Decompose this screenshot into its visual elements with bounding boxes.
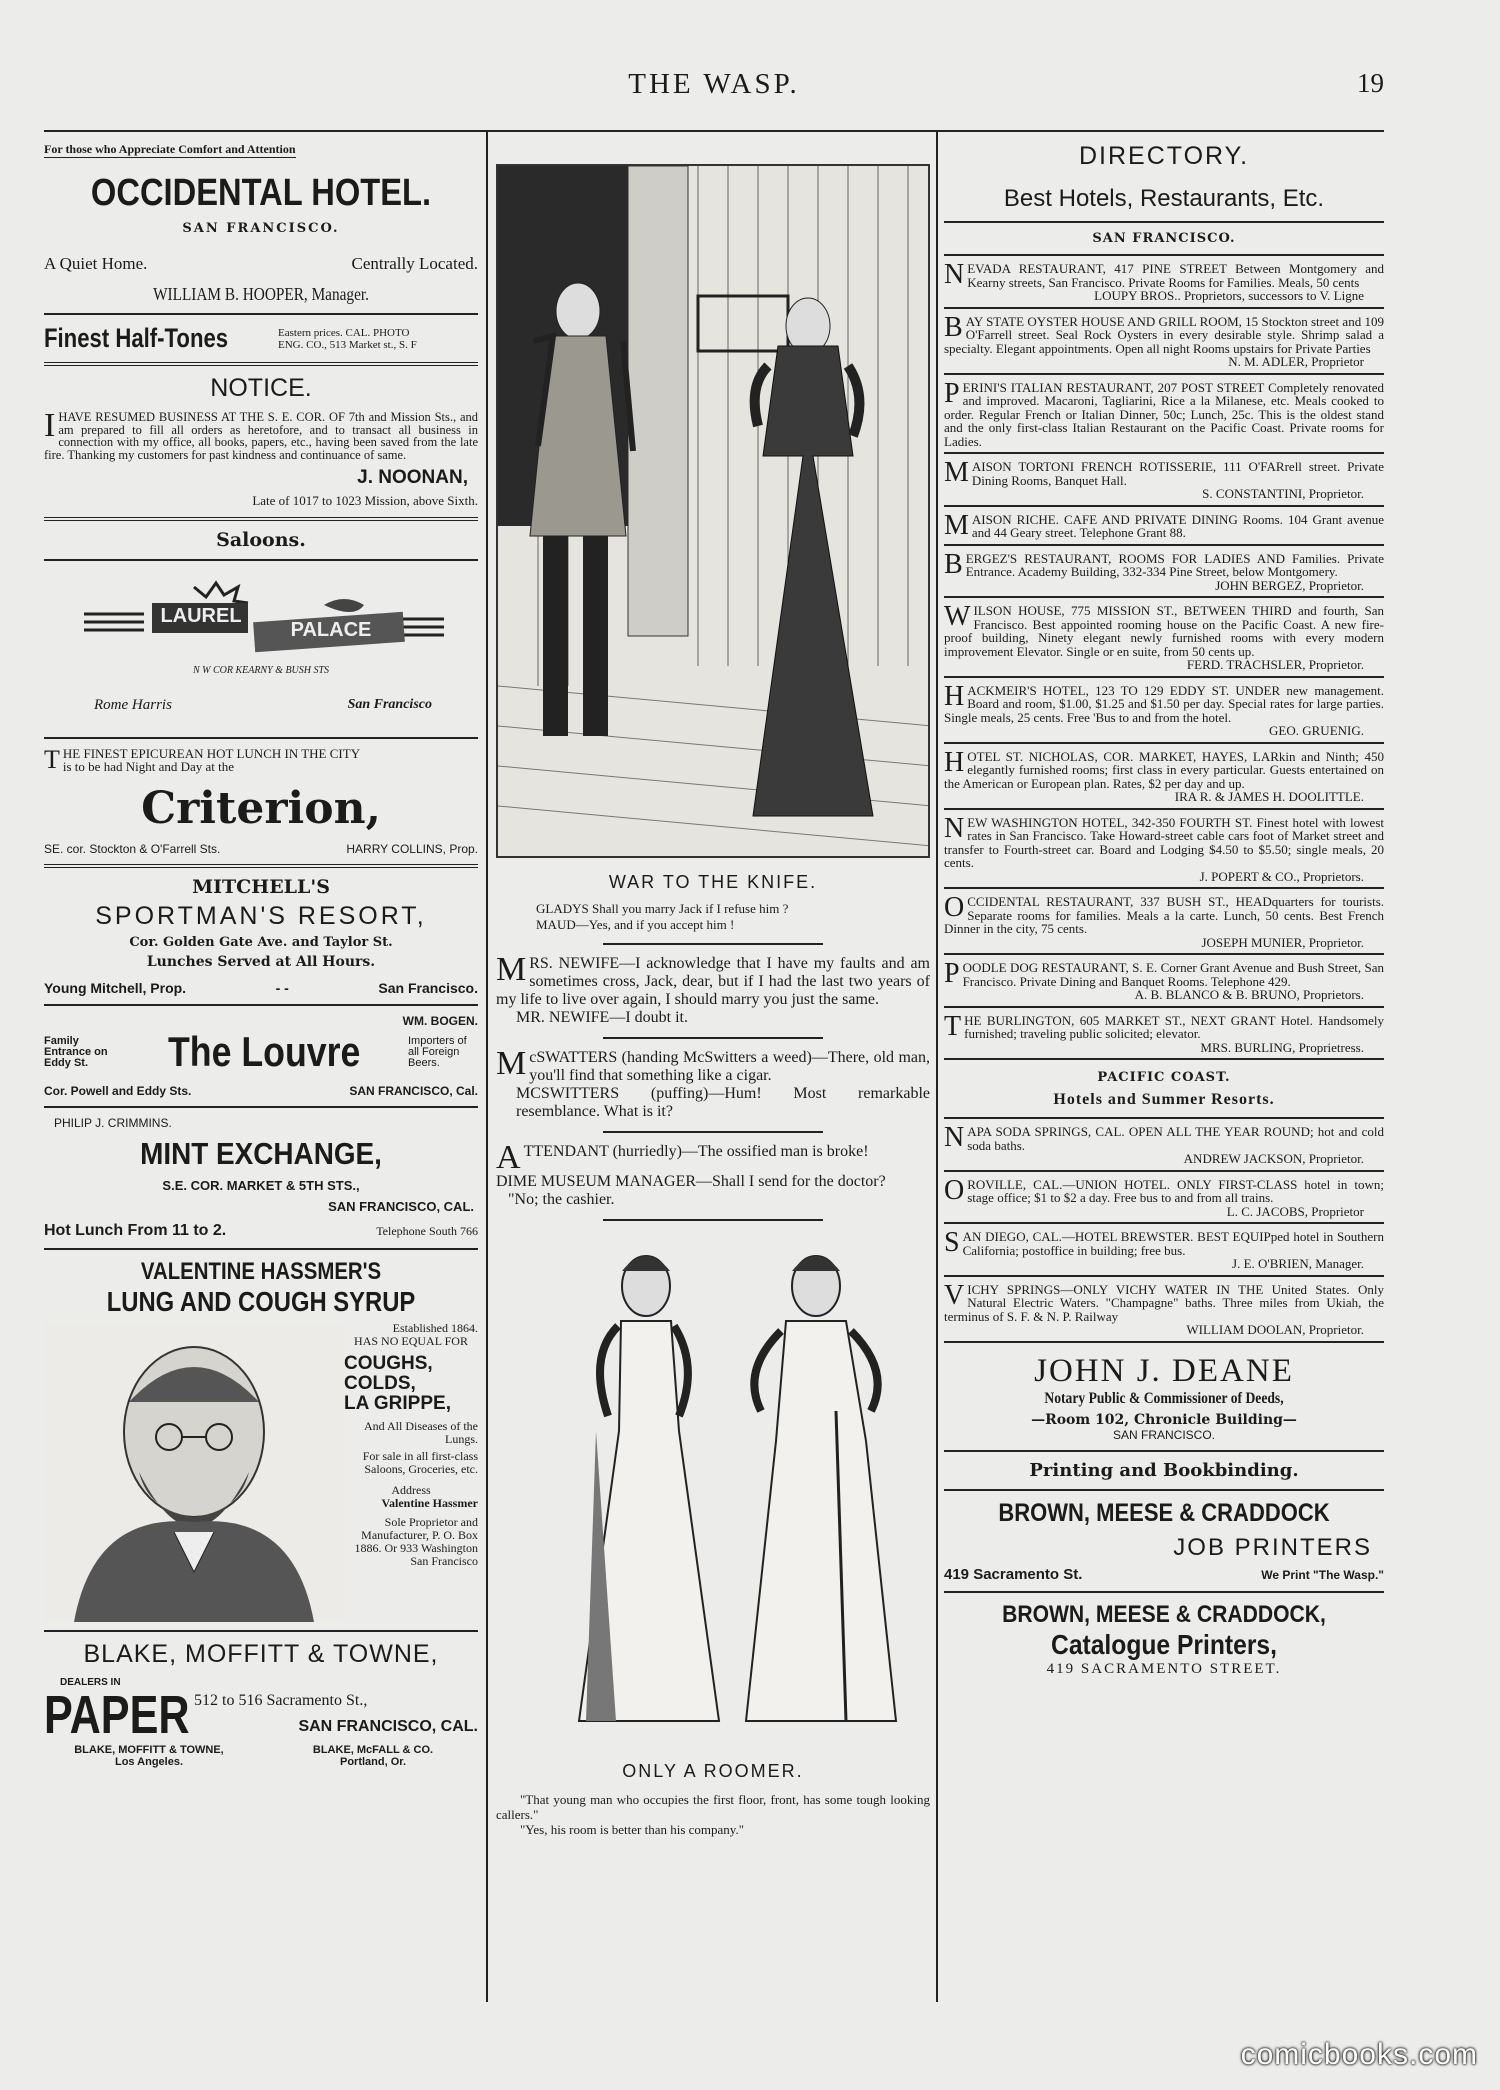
entry-dropcap: H xyxy=(944,746,965,778)
mint-city: SAN FRANCISCO, CAL. xyxy=(328,1199,474,1214)
entry-proprietor: LOUPY BROS.. Proprietors, successors to V. Ligne xyxy=(1094,288,1364,303)
entry-dropcap: N xyxy=(944,259,965,290)
notice-ad xyxy=(44,374,478,509)
cartoon-only-a-roomer xyxy=(496,1231,930,1761)
page-number: 19 xyxy=(1357,68,1384,98)
entry-dropcap: H xyxy=(944,680,965,712)
directory-entry xyxy=(944,744,1384,810)
entry-dropcap: B xyxy=(944,311,963,343)
joke3-reply2: "No; the cashier. xyxy=(508,1191,615,1208)
laurel-word: LAUREL xyxy=(160,605,242,627)
entry-dropcap: O xyxy=(944,892,965,923)
deane-city: SAN FRANCISCO. xyxy=(1112,1427,1215,1442)
entry-text: APA SODA SPRINGS, CAL. OPEN ALL THE YEAR ROUND; hot and cold soda baths. xyxy=(967,1124,1384,1153)
notice-body: HAVE RESUMED BUSINESS AT THE S. E. COR. OF 7th and Mission Sts., and am prepared to fill all orders as heretofore, and to transact all business in connection with my office, all books, papers, etc., having been saved from the late fire. Thanking my customers for past kindness and continuance of same. xyxy=(44,410,478,462)
right-column xyxy=(944,136,1384,1678)
bmc1-job: JOB PRINTERS xyxy=(1173,1533,1372,1561)
cartoon1-dialog2: MAUD—Yes, and if you accept him ! xyxy=(536,917,735,932)
ad-tagline: For those who Appreciate Comfort and Attention xyxy=(44,142,296,156)
entry-text: AISON TORTONI FRENCH ROTISSERIE, 111 O'FARrell street. Private Dining Rooms, Banquet Hall. xyxy=(971,459,1384,488)
entry-text: ACKMEIR'S HOTEL, 123 TO 129 EDDY ST. UNDER new management. Board and room, $1.00, $1.25 and $1.50 per day. Special rates for large parties. Single meals, 25 cents. Free 'Bus to and from the hotel. xyxy=(944,682,1384,725)
syrup-coughs: COUGHS, xyxy=(344,1353,433,1374)
syrup-sole: Sole Proprietor and Manufacturer, P. O. Box 1886. Or 933 Washington San Francisco xyxy=(354,1515,478,1568)
bmc1-name: BROWN, MEESE & CRADDOCK xyxy=(998,1498,1330,1527)
mitchell-resort: SPORTMAN'S RESORT, xyxy=(95,902,427,930)
laurel-signature-left: Rome Harris xyxy=(94,697,172,713)
bmc-job-printers-ad xyxy=(944,1499,1384,1583)
paper-branch2-city: Portland, Or. xyxy=(339,1756,406,1768)
printing-heading: Printing and Bookbinding. xyxy=(1029,1459,1299,1481)
resorts-heading: Hotels and Summer Resorts. xyxy=(1053,1091,1275,1108)
joke3-dropcap: A xyxy=(496,1139,521,1176)
louvre-city: SAN FRANCISCO, Cal. xyxy=(349,1084,478,1098)
directory-entry xyxy=(944,1172,1384,1225)
deane-room: —Room 102, Chronicle Building— xyxy=(1031,1411,1297,1428)
syrup-grippe: LA GRIPPE, xyxy=(344,1393,451,1414)
criterion-line1: HE FINEST EPICUREAN HOT LUNCH IN THE CITY xyxy=(62,746,361,761)
directory-entry xyxy=(944,1008,1384,1061)
entry-proprietor: JOHN BERGEZ, Proprietor. xyxy=(1215,577,1364,593)
directory-entry xyxy=(944,309,1384,375)
portrait-engraving xyxy=(44,1322,344,1622)
louvre-left-note: Family Entrance on Eddy St. xyxy=(44,1034,108,1069)
halftones-line1: Eastern prices. CAL. PHOTO xyxy=(278,326,410,339)
entry-dropcap: S xyxy=(944,1227,960,1258)
cartoon-illustration-2 xyxy=(496,1231,930,1761)
saloons-heading: Saloons. xyxy=(216,529,306,551)
deane-name: JOHN J. DEANE xyxy=(1034,1352,1294,1389)
bmc2-catalogue: Catalogue Printers, xyxy=(1051,1628,1277,1660)
louvre-right-note: Importers of all Foreign Beers. xyxy=(408,1034,467,1069)
entry-text: ILSON HOUSE, 775 MISSION ST., BETWEEN THIRD and fourth, San Francisco. Best appointed rooming house on the Pacific Coast. A new fire-proof building, Ninety elegant newly furnished rooms with every modern improvement Elevator. Single or en suite, from 50 cents up. xyxy=(944,603,1384,659)
entry-text: AN DIEGO, CAL.—HOTEL BREWSTER. BEST EQUIPped hotel in Southern California; postoffice in building; free bus. xyxy=(962,1229,1384,1258)
notice-title: NOTICE. xyxy=(210,374,312,402)
directory-entry xyxy=(944,678,1384,744)
criterion-line2: is to be had Night and Day at the xyxy=(62,759,235,774)
halftones-title: Finest Half-Tones xyxy=(44,323,229,353)
entry-text: HE BURLINGTON, 605 MARKET ST., NEXT GRANT Hotel. Handsomely furnished; traveling public solicited; elevator. xyxy=(964,1012,1384,1041)
cartoon1-caption: WAR TO THE KNIFE. xyxy=(608,872,818,892)
entry-dropcap: W xyxy=(944,601,971,632)
notice-late-address: Late of 1017 to 1023 Mission, above Sixth. xyxy=(252,493,478,508)
entry-proprietor: L. C. JACOBS, Proprietor xyxy=(1226,1203,1364,1219)
column-rule-right xyxy=(936,132,938,2002)
joke2-reply: MCSWITTERS (puffing)—Hum! Most remarkable resemblance. What is it? xyxy=(516,1085,930,1120)
cartoon-war-to-the-knife xyxy=(496,164,930,858)
entry-proprietor: IRA R. & JAMES H. DOOLITTLE. xyxy=(1174,789,1364,804)
paper-dealers: DEALERS IN xyxy=(60,1677,121,1688)
entry-dropcap: O xyxy=(944,1174,965,1206)
middle-column xyxy=(496,136,930,1837)
directory-entry xyxy=(944,810,1384,890)
watermark-text: comicbooks.com xyxy=(1240,2038,1478,2071)
entry-text: ROVILLE, CAL.—UNION HOTEL. ONLY FIRST-CLASS hotel in town; stage office; $1 to $2 a day. Free bus to and from all trains. xyxy=(967,1176,1384,1205)
joke-attendant xyxy=(496,1139,930,1209)
entry-proprietor: GEO. GRUENIG. xyxy=(1269,723,1364,738)
entry-proprietor: JOSEPH MUNIER, Proprietor. xyxy=(1201,934,1364,950)
syrup-ad xyxy=(44,1258,478,1622)
entry-text: ICHY SPRINGS—ONLY VICHY WATER IN THE United States. Only Natural Electric Waters. "Champagne" baths. Three miles from Ukiah, the terminus of S. F. & N. P. Railway xyxy=(944,1281,1384,1324)
paper-firm: BLAKE, MOFFITT & TOWNE, xyxy=(83,1640,439,1668)
joke1-reply: MR. NEWIFE—I doubt it. xyxy=(516,1009,688,1026)
directory-entry xyxy=(944,454,1384,507)
directory-entry xyxy=(944,256,1384,309)
joke-mcswatters xyxy=(496,1045,930,1121)
joke1-dropcap: M xyxy=(496,951,527,988)
entry-text: AY STATE OYSTER HOUSE AND GRILL ROOM, 15 Stockton street and 109 O'Farrell street. Seal Rock Oysters in every desirable style. Shrimp salad a specialty. Elegant appointments. Open all night Rooms upstairs for Private Parties xyxy=(944,313,1384,356)
criterion-address: SE. cor. Stockton & O'Farrell Sts. xyxy=(44,842,221,856)
laurel-palace-ad xyxy=(44,569,478,729)
entry-text: CCIDENTAL RESTAURANT, 337 BUSH ST., HEADquarters for tourists. Separate rooms for families. Meals a la carte. Lunch, 50 cents. Best French Dinner in the city, 75 cents. xyxy=(944,894,1384,936)
mitchell-city: San Francisco. xyxy=(378,980,478,996)
entry-proprietor: MRS. BURLING, Proprietress. xyxy=(1200,1039,1364,1055)
syrup-address-name: Valentine Hassmer xyxy=(381,1496,478,1510)
directory-entry xyxy=(944,598,1384,678)
entry-text: ERINI'S ITALIAN RESTAURANT, 207 POST STREET Completely renovated and improved. Macaroni, Tagliarini, Rice a la Milanese, etc. Meals cooked to order. Regular French or Italian Dinner, 50c; Lunch, 25c. This is the oldest stand and the only first-class Italian Restaurant on the Pacific Coast. Private rooms for Ladies. xyxy=(944,379,1384,449)
hotel-quiet: A Quiet Home. xyxy=(44,254,148,273)
entry-dropcap: M xyxy=(944,509,969,541)
paper-branch1-name: BLAKE, MOFFITT & TOWNE, xyxy=(74,1744,224,1756)
page-header xyxy=(44,68,1384,108)
laurel-signature-right: San Francisco xyxy=(347,697,432,712)
entry-proprietor: A. B. BLANCO & B. BRUNO, Proprietors. xyxy=(1134,987,1364,1002)
bmc1-wasp: We Print "The Wasp." xyxy=(1261,1567,1384,1582)
entry-proprietor: ANDREW JACKSON, Proprietor. xyxy=(1183,1151,1364,1166)
pacific-heading: PACIFIC COAST. xyxy=(1097,1070,1231,1085)
cartoon2-dialog2: "Yes, his room is better than his company." xyxy=(520,1822,745,1837)
paper-branch1-city: Los Angeles. xyxy=(114,1756,184,1768)
entry-dropcap: N xyxy=(944,812,965,844)
deane-ad xyxy=(944,1353,1384,1442)
entry-proprietor: FERD. TRACHSLER, Proprietor. xyxy=(1186,657,1364,672)
cartoon2-caption: ONLY A ROOMER. xyxy=(622,1761,804,1781)
criterion-proprietor: HARRY COLLINS, Prop. xyxy=(346,842,478,856)
directory-entry xyxy=(944,955,1384,1008)
entry-proprietor: J. POPERT & CO., Proprietors. xyxy=(1199,868,1364,884)
paper-word: PAPER xyxy=(44,1685,190,1745)
cartoon2-dialog1: "That young man who occupies the first floor, front, has some tough looking callers." xyxy=(496,1792,930,1822)
notice-dropcap: I xyxy=(44,407,56,444)
cartoon-illustration-1 xyxy=(498,166,930,856)
syrup-no-equal: HAS NO EQUAL FOR xyxy=(354,1334,468,1348)
mint-owner: PHILIP J. CRIMMINS. xyxy=(54,1116,172,1130)
joke-newife xyxy=(496,951,930,1027)
directory-title: DIRECTORY. xyxy=(1078,142,1250,170)
criterion-ad xyxy=(44,747,478,856)
hotel-city: SAN FRANCISCO. xyxy=(182,221,340,236)
paper-address: 512 to 516 Sacramento St., xyxy=(194,1692,368,1709)
louvre-address: Cor. Powell and Eddy Sts. xyxy=(44,1084,192,1098)
entry-proprietor: J. E. O'BRIEN, Manager. xyxy=(1232,1256,1364,1271)
hotel-manager: WILLIAM B. HOOPER, Manager. xyxy=(153,284,369,304)
hassmer-portrait xyxy=(44,1322,344,1622)
entry-dropcap: N xyxy=(944,1122,965,1153)
mint-telephone: Telephone South 766 xyxy=(376,1224,478,1238)
joke3-reply: DIME MUSEUM MANAGER—Shall I send for the doctor? xyxy=(496,1173,886,1190)
hotel-name: OCCIDENTAL HOTEL. xyxy=(90,172,432,214)
entry-proprietor: N. M. ADLER, Proprietor xyxy=(1228,354,1364,369)
entry-text: EW WASHINGTON HOTEL, 342-350 FOURTH ST. Finest hotel with lowest rates in San Francisco. Take Howard-street cable cars foot of Market street and transfer to Fourth-street car. Board and Lodging $4.50 to $5.50; single meals, 20 cents. xyxy=(944,814,1384,870)
directory-entry xyxy=(944,546,1384,599)
entry-text: OODLE DOG RESTAURANT, S. E. Corner Grant Avenue and Bush Street, San Francisco. Private Dining and Banquet Rooms. Telephone 429. xyxy=(962,960,1384,989)
joke1-text: RS. NEWIFE—I acknowledge that I have my faults and am sometimes cross, Jack, dear, but if I had the last two years of my life to live over again, I should marry you just the same. xyxy=(496,955,930,1008)
halftones-ad xyxy=(44,323,478,354)
laurel-address: N W COR KEARNY & BUSH STS xyxy=(192,665,330,676)
masthead-title: THE WASP. xyxy=(628,68,800,100)
header-rule xyxy=(44,130,1384,132)
pacific-directory-list xyxy=(944,1119,1384,1343)
syrup-maker: VALENTINE HASSMER'S xyxy=(140,1258,382,1285)
saloons-section xyxy=(44,529,478,739)
notice-signer: J. NOONAN, xyxy=(357,467,468,488)
cartoon1-dialog1: GLADYS Shall you marry Jack if I refuse him ? xyxy=(536,901,789,916)
entry-dropcap: P xyxy=(944,377,960,409)
directory-sf-heading: SAN FRANCISCO. xyxy=(1092,231,1236,246)
entry-text: EVADA RESTAURANT, 417 PINE STREET Between Montgomery and Kearny streets, San Francisco. Private Rooms for Families. Meals, 50 cents xyxy=(967,261,1384,290)
bmc2-address: 419 SACRAMENTO STREET. xyxy=(1046,1660,1282,1677)
left-column xyxy=(44,136,478,1768)
hotel-located: Centrally Located. xyxy=(351,254,478,273)
louvre-owner: WM. BOGEN. xyxy=(402,1014,478,1028)
entry-proprietor: S. CONSTANTINI, Proprietor. xyxy=(1202,486,1364,501)
louvre-name: The Louvre xyxy=(167,1028,361,1075)
sf-directory-list xyxy=(944,256,1384,1060)
bmc-catalogue-ad xyxy=(944,1601,1384,1678)
deane-title: Notary Public & Commissioner of Deeds, xyxy=(1044,1389,1284,1407)
joke2-text: cSWATTERS (handing McSwitters a weed)—There, old man, you'll find that something like a cigar. xyxy=(529,1049,930,1084)
bmc2-name: BROWN, MEESE & CRADDOCK, xyxy=(1002,1600,1326,1628)
mitchell-name: MITCHELL'S xyxy=(192,876,330,898)
mint-exchange-ad xyxy=(44,1116,478,1240)
palace-word: PALACE xyxy=(290,619,372,641)
mint-address: S.E. COR. MARKET & 5TH STS., xyxy=(162,1178,360,1193)
mint-name: MINT EXCHANGE, xyxy=(140,1136,382,1171)
directory-subtitle: Best Hotels, Restaurants, Etc. xyxy=(1003,185,1325,212)
entry-text: ERGEZ'S RESTAURANT, ROOMS FOR LADIES AND Families. Private Entrance. Academy Building, 332-334 Pine Street, below Montgomery. xyxy=(965,550,1384,579)
entry-proprietor: WILLIAM DOOLAN, Proprietor. xyxy=(1186,1322,1364,1337)
halftones-line2: ENG. CO., 513 Market st., S. F xyxy=(278,338,417,351)
mitchell-proprietor: Young Mitchell, Prop. xyxy=(44,980,187,996)
column-rule-left xyxy=(486,132,488,2002)
directory-entry xyxy=(944,375,1384,455)
criterion-name: Criterion, xyxy=(141,783,381,834)
syrup-address-label: Address xyxy=(391,1483,431,1497)
directory-entry xyxy=(944,889,1384,955)
entry-dropcap: M xyxy=(944,457,969,488)
joke2-dropcap: M xyxy=(496,1045,527,1082)
entry-text: OTEL ST. NICHOLAS, COR. MARKET, HAYES, LARkin and Ninth; 450 elegantly furnished rooms; first class in every particular. Guests entertained on the American or European plan. Rates, $2 per day and up. xyxy=(944,748,1384,791)
mitchell-dashes: - - xyxy=(275,980,289,996)
entry-dropcap: P xyxy=(944,958,960,989)
syrup-sale: For sale in all first-class Saloons, Groceries, etc. xyxy=(362,1449,478,1476)
entry-dropcap: B xyxy=(944,548,963,580)
criterion-dropcap: T xyxy=(44,745,60,774)
syrup-diseases: And All Diseases of the Lungs. xyxy=(364,1419,478,1446)
directory-entry xyxy=(944,1277,1384,1343)
directory-entry xyxy=(944,507,1384,546)
directory-entry xyxy=(944,1119,1384,1172)
syrup-established: Established 1864. xyxy=(392,1321,478,1335)
occidental-hotel-ad xyxy=(44,136,478,305)
louvre-ad xyxy=(44,1014,478,1098)
entry-dropcap: T xyxy=(944,1010,962,1042)
joke3-text: TTENDANT (hurriedly)—The ossified man is broke! xyxy=(523,1143,869,1160)
paper-city: SAN FRANCISCO, CAL. xyxy=(298,1718,478,1735)
paper-ad xyxy=(44,1640,478,1768)
laurel-palace-logo xyxy=(44,569,478,679)
directory-entry xyxy=(944,1224,1384,1277)
syrup-colds: COLDS, xyxy=(344,1373,416,1394)
mitchell-address: Cor. Golden Gate Ave. and Taylor St. xyxy=(129,935,393,950)
mitchell-ad xyxy=(44,876,478,996)
entry-text: AISON RICHE. CAFE AND PRIVATE DINING Rooms. 104 Grant avenue and 44 Geary street. Telephone Grant 88. xyxy=(971,511,1384,540)
paper-branch2-name: BLAKE, McFALL & CO. xyxy=(312,1744,434,1756)
mint-lunch: Hot Lunch From 11 to 2. xyxy=(44,1222,227,1239)
mitchell-lunches: Lunches Served at All Hours. xyxy=(146,954,376,970)
syrup-title: LUNG AND COUGH SYRUP xyxy=(106,1286,416,1317)
bmc1-address: 419 Sacramento St. xyxy=(944,1565,1083,1583)
entry-dropcap: V xyxy=(944,1279,965,1311)
